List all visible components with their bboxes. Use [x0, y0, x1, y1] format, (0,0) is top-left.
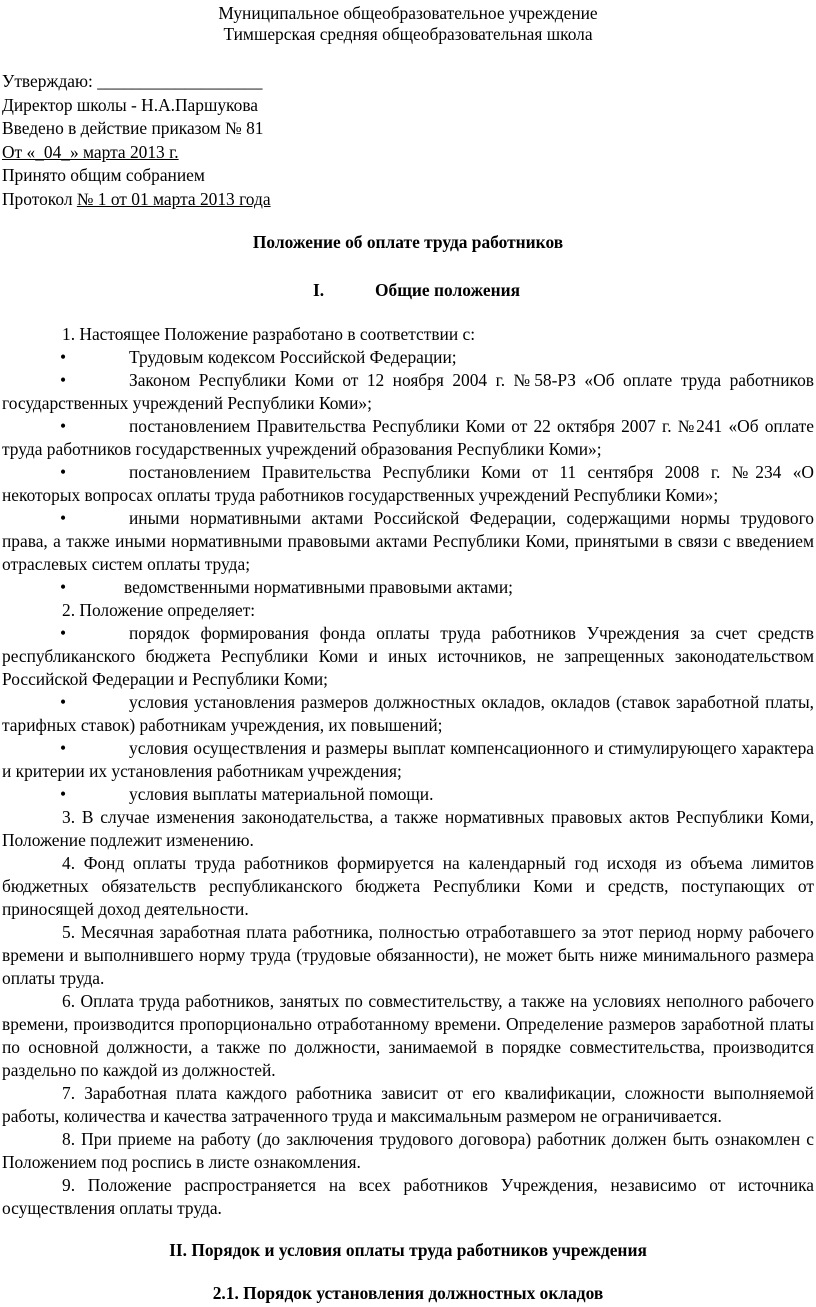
bullet-item: [2, 346, 814, 369]
director-line: Директор школы - Н.А.Паршукова: [2, 94, 259, 115]
paragraph-6: 6. Оплата труда работников, занятых по совместительству, а также на условиях неполного рабочего времени, производится пропорционально отработанному времени. Определение размеров заработной платы по основной должности, а также по должности, занимаемой в порядке совместительства, производится раздельно по каждой из должностей.: [2, 991, 814, 1080]
organization-header: [0, 3, 816, 45]
paragraph-8: 8. При приеме на работу (до заключения трудового договора) работник должен быть ознакомлен с Положением под роспись в листе ознакомления.: [2, 1129, 814, 1172]
signature-blank: ___________________: [97, 71, 263, 91]
protocol-year: 2013 года: [199, 188, 271, 209]
bullet-item: [2, 576, 814, 599]
approve-line: [2, 70, 271, 94]
bullet-item: [2, 461, 814, 507]
order-line: Введено в действие приказом № 81: [2, 118, 264, 138]
bullet-text: ведомственными нормативными правовыми актами;: [124, 577, 513, 597]
bullet-icon: •: [60, 623, 67, 643]
bullet-icon: •: [60, 347, 67, 367]
bullet-text: условия осуществления и размеры выплат компенсационного и стимулирующего характера и критерии их установления работникам учреждения;: [2, 738, 814, 781]
bullet-icon: •: [60, 692, 67, 712]
paragraph-3: 3. В случае изменения законодательства, а также нормативных правовых актов Республики Коми, Положение подлежит изменению.: [2, 807, 814, 850]
paragraph-9: 9. Положение распространяется на всех работников Учреждения, независимо от источника осуществления оплаты труда.: [2, 1175, 814, 1218]
order-date-line: От «_04_» марта 2013 г.: [2, 141, 179, 162]
bullet-item: [2, 691, 814, 737]
bullet-text: порядок формирования фонда оплаты труда работников Учреждения за счет средств республиканского бюджета Республики Коми и иных источников, не запрещенных законодательством Российской Федерации и Республики Коми;: [2, 623, 814, 689]
bullet-text: условия выплаты материальной помощи.: [129, 784, 434, 804]
bullet-item: [2, 783, 814, 806]
bullet-icon: •: [60, 508, 67, 528]
bullet-icon: •: [60, 462, 67, 482]
bullet-text: Законом Республики Коми от 12 ноября 2004 г. №58-РЗ «Об оплате труда работников государственных учреждений Республики Коми»;: [2, 370, 814, 413]
section-2-1-heading: 2.1. Порядок установления должностных окладов: [212, 1283, 604, 1303]
approve-label: Утверждаю:: [2, 71, 93, 91]
paragraph-7: 7. Заработная плата каждого работника зависит от его квалификации, сложности выполняемой работы, количества и качества затраченного труда и максимальным размером не ограничивается.: [2, 1083, 814, 1126]
bullet-item: [2, 415, 814, 461]
bullet-item: [2, 737, 814, 783]
bullet-text: Трудовым кодексом Российской Федерации;: [129, 347, 457, 367]
bullet-item: [2, 507, 814, 576]
approval-block: [2, 70, 271, 211]
accepted-line: Принято общим собранием: [2, 165, 205, 185]
bullet-icon: •: [60, 784, 67, 804]
document-title: Положение об оплате труда работников: [252, 232, 564, 252]
document-body: [2, 323, 814, 1220]
section-1-number: I.: [313, 280, 325, 300]
bullet-text: постановлением Правительства Республики Коми от 11 сентября 2008 г. №234 «О некоторых вопросах оплаты труда работников государственных учреждений Республики Коми»;: [2, 462, 814, 505]
section-1-title: Общие положения: [375, 280, 521, 300]
protocol-details: № 1 от 01 марта: [76, 188, 200, 209]
protocol-label: Протокол: [2, 188, 73, 209]
org-line-2: Тимшерская средняя общеобразовательная школа: [223, 24, 593, 44]
paragraph-5: 5. Месячная заработная плата работника, полностью отработавшего за этот период норму рабочего времени и выполнившего норму труда (трудовые обязанности), не может быть ниже минимального размера оплаты труда.: [2, 922, 814, 988]
bullet-icon: •: [60, 416, 67, 436]
bullet-text: условия установления размеров должностных окладов, окладов (ставок заработной платы, тарифных ставок) работникам учреждения, их повышений;: [2, 692, 814, 735]
protocol-line: [2, 188, 271, 212]
bullet-item: [2, 369, 814, 415]
paragraph-2: 2. Положение определяет:: [62, 600, 256, 620]
bullet-icon: •: [60, 370, 67, 390]
bullet-item: [2, 622, 814, 691]
bullet-icon: •: [60, 577, 67, 597]
bullet-text: иными нормативными актами Российской Федерации, содержащими нормы трудового права, а также иными нормативными правовыми актами Республики Коми, принятыми в связи с введением отраслевых систем оплаты труда;: [2, 508, 814, 574]
paragraph-1: 1. Настоящее Положение разработано в соответствии с:: [62, 324, 476, 344]
bullet-icon: •: [60, 738, 67, 758]
paragraph-4: 4. Фонд оплаты труда работников формируется на календарный год исходя из объема лимитов бюджетных обязательств республиканского бюджета Республики Коми и средств, поступающих от приносящей доход деятельности.: [2, 853, 814, 919]
org-line-1: Муниципальное общеобразовательное учреждение: [218, 3, 598, 23]
bullet-text: постановлением Правительства Республики Коми от 22 октября 2007 г. №241 «Об оплате труда работников государственных учреждений образования Республики Коми»;: [2, 416, 814, 459]
section-2-heading: II. Порядок и условия оплаты труда работников учреждения: [169, 1240, 647, 1260]
